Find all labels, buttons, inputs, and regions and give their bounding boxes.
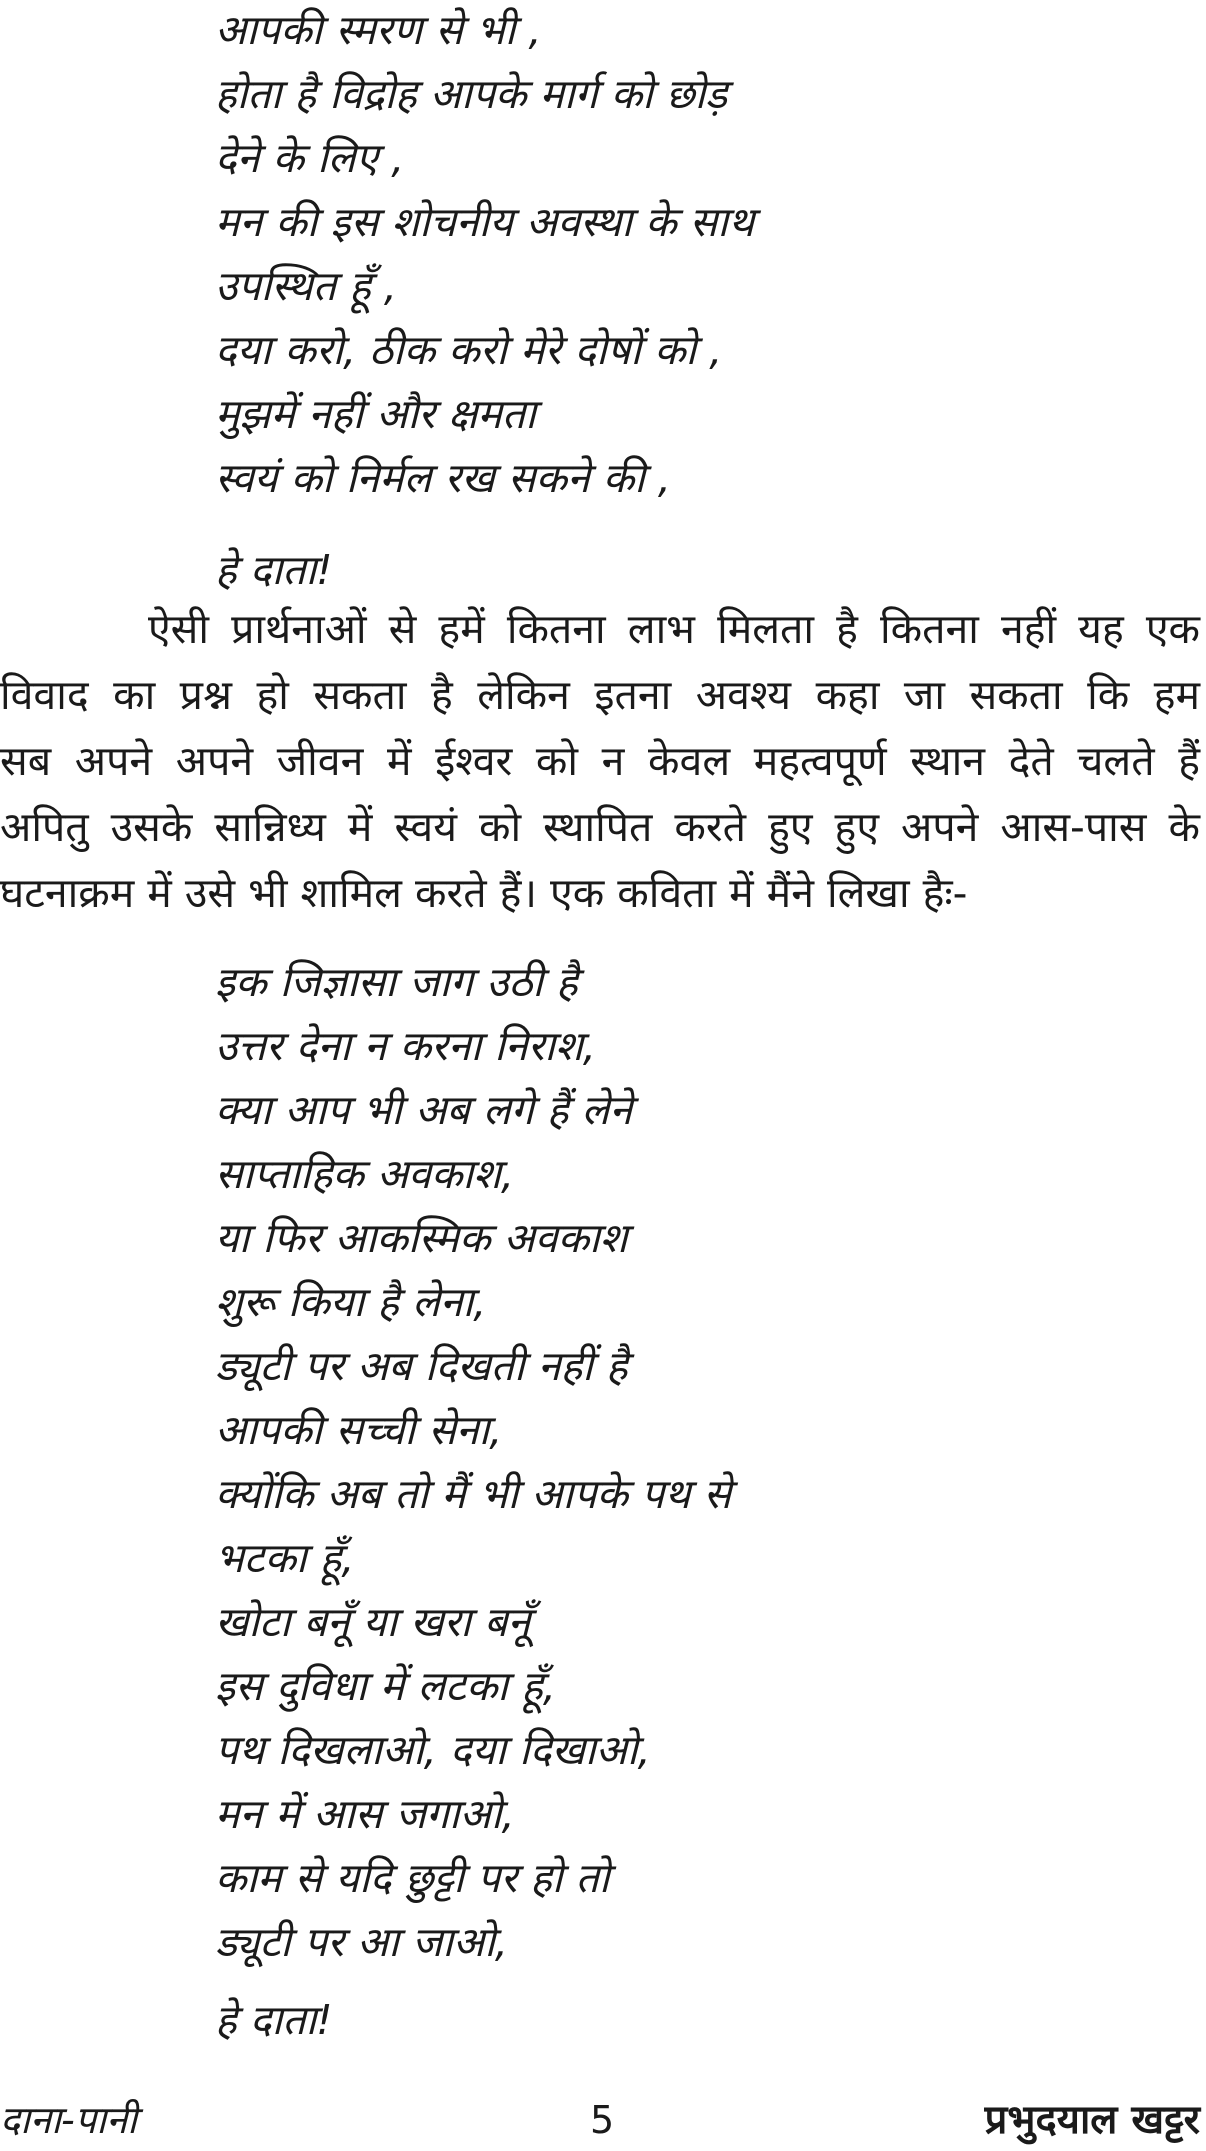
poem-line: भटका हूँ, — [215, 1534, 355, 1582]
poem-line: खोटा बनूँ या खरा बनूँ — [215, 1598, 531, 1646]
poem-line: ड्यूटी पर अब दिखती नहीं है — [215, 1342, 628, 1390]
poem-line: उपस्थित हूँ , — [215, 262, 397, 310]
poem-line: मन में आस जगाओ, — [215, 1790, 515, 1838]
paragraph-line: ऐसी प्रार्थनाओं से हमें कितना लाभ मिलता है कितना नहीं यह एक — [148, 605, 1200, 653]
paragraph-line: घटनाक्रम में उसे भी शामिल करते हैं। एक कविता में मैंने लिखा हैः- — [0, 869, 968, 917]
poem-stanza-2 — [215, 950, 731, 1974]
author-name: प्रभुदयाल खट्टर — [984, 2097, 1200, 2143]
poem-line: शुरू किया है लेना, — [215, 1278, 487, 1326]
poem-line: उत्तर देना न करना निराश, — [215, 1022, 596, 1070]
poem-line: स्वयं को निर्मल रख सकने की , — [215, 454, 671, 502]
poem-line: देने के लिए , — [215, 134, 405, 182]
poem-stanza-1 — [215, 0, 754, 510]
poem-line: मुझमें नहीं और क्षमता — [215, 390, 536, 438]
paragraph-line: सब अपने अपने जीवन में ईश्वर को न केवल महत्वपूर्ण स्थान देते चलते हैं — [0, 737, 1200, 785]
poem-line: होता है विद्रोह आपके मार्ग को छोड़ — [215, 70, 728, 118]
poem-line: दया करो, ठीक करो मेरे दोषों को , — [215, 326, 723, 374]
paragraph-line: विवाद का प्रश्न हो सकता है लेकिन इतना अवश्य कहा जा सकता कि हम — [0, 671, 1200, 719]
poem-refrain: हे दाता! — [215, 1996, 333, 2044]
poem-line: पथ दिखलाओ, दया दिखाओ, — [215, 1726, 651, 1774]
book-title: दाना-पानी — [0, 2098, 138, 2142]
poem-line: आपकी सच्ची सेना, — [215, 1406, 503, 1454]
poem-line: मन की इस शोचनीय अवस्था के साथ — [215, 198, 755, 246]
poem-line: साप्ताहिक अवकाश, — [215, 1150, 515, 1198]
poem-line: इक जिज्ञासा जाग उठी है — [215, 958, 578, 1006]
page-footer — [0, 2092, 1206, 2148]
paragraph-line: अपितु उसके सान्निध्य में स्वयं को स्थापित करते हुए हुए अपने आस-पास के — [0, 803, 1200, 851]
poem-line: इस दुविधा में लटका हूँ, — [215, 1662, 556, 1710]
poem-line: आपकी स्मरण से भी , — [215, 6, 542, 54]
page-number: 5 — [590, 2098, 615, 2142]
poem-refrain: हे दाता! — [215, 546, 333, 594]
prose-paragraph — [0, 596, 1206, 926]
poem-line: या फिर आकस्मिक अवकाश — [215, 1214, 628, 1262]
poem-line: ड्यूटी पर आ जाओ, — [215, 1918, 508, 1966]
poem-line: क्योंकि अब तो मैं भी आपके पथ से — [215, 1470, 732, 1518]
poem-line: क्या आप भी अब लगे हैं लेने — [215, 1086, 633, 1134]
poem-line: काम से यदि छुट्टी पर हो तो — [215, 1854, 610, 1902]
